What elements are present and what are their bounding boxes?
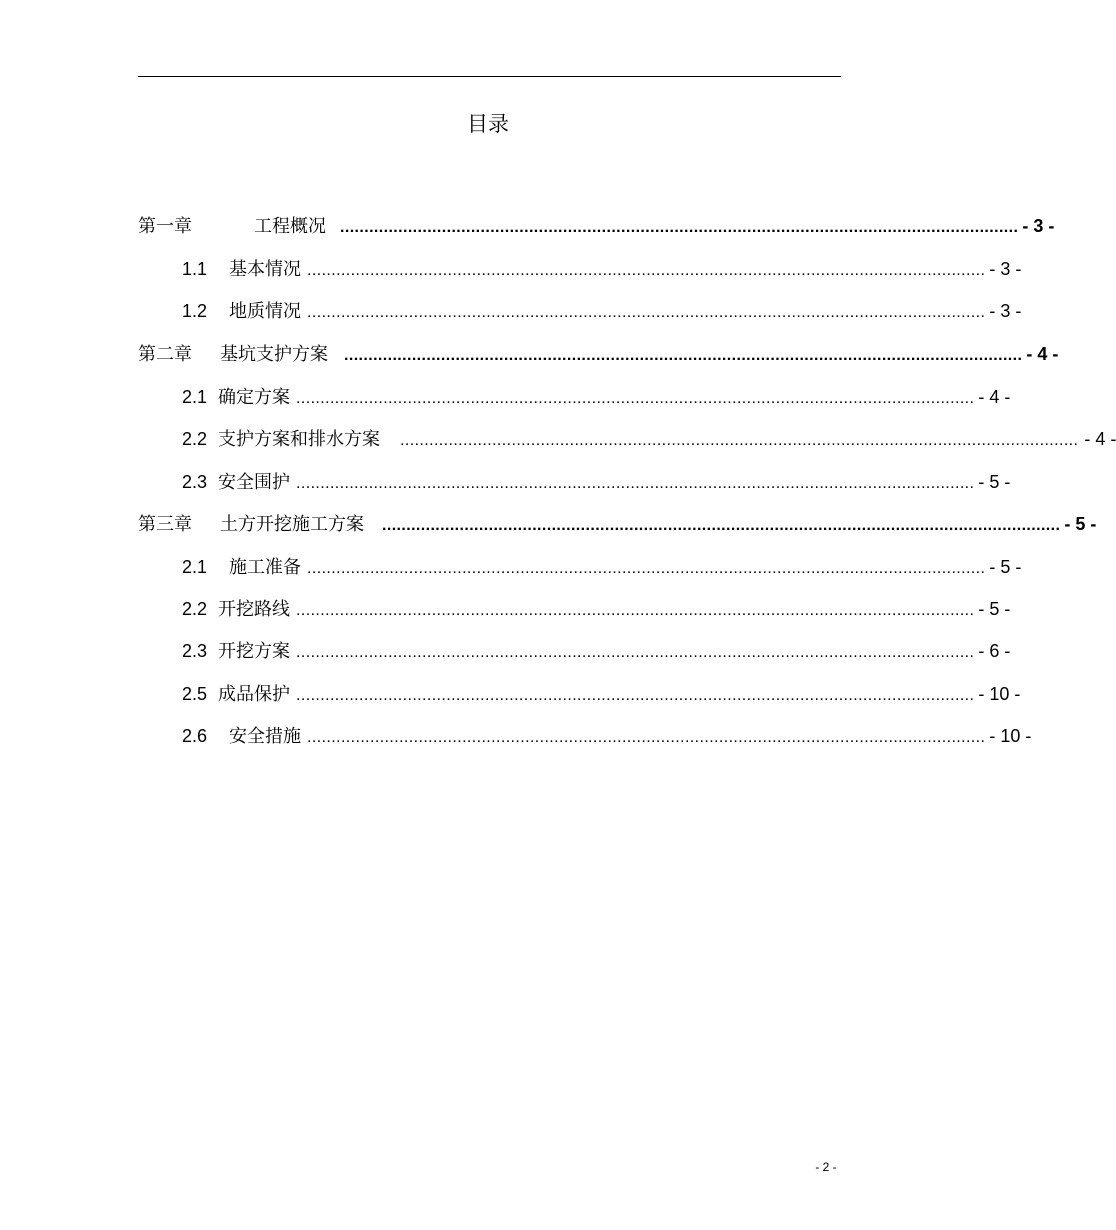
toc-entry-chapter-3[interactable] [138, 510, 1097, 538]
toc-entry-label: 安全措施 [229, 726, 302, 747]
toc-entry-section-2-3[interactable] [182, 468, 1011, 496]
toc-entry-page: - 3 - [989, 259, 1022, 279]
toc-entry-section-3-1[interactable] [182, 553, 1022, 581]
toc-entry-number: 2.3 [182, 472, 208, 492]
toc-entry-page: - 5 - [1064, 514, 1097, 534]
toc-entry-section-3-6[interactable] [182, 722, 1032, 750]
toc-entry-section-3-2[interactable] [182, 595, 1011, 623]
toc-entry-chapter-1[interactable] [138, 212, 1055, 240]
toc-entry-page: - 4 - [1084, 429, 1116, 449]
toc-entry-number: 1.2 [182, 301, 208, 321]
toc-entry-label: 地质情况 [229, 301, 302, 322]
toc-leader-dots: ............................................................................................................................................ [340, 219, 1019, 236]
toc-leader-dots: ............................................................................................................................................ [344, 347, 1023, 364]
toc-entry-number: 1.1 [182, 259, 208, 279]
toc-entry-page: - 4 - [1026, 344, 1059, 364]
toc-entry-label: 土方开挖施工方案 [220, 514, 364, 535]
toc-leader-dots: ............................................................................................................................................ [400, 432, 1079, 449]
toc-leader-dots: ............................................................................................................................................ [307, 304, 986, 321]
toc-entry-label: 开挖方案 [218, 641, 291, 662]
toc-entry-label: 基坑支护方案 [220, 344, 328, 365]
toc-entry-section-3-5[interactable] [182, 680, 1021, 708]
toc-leader-dots: ............................................................................................................................................ [296, 687, 975, 704]
toc-entry-label: 基本情况 [229, 259, 302, 280]
toc-entry-section-1-1[interactable] [182, 255, 1022, 283]
toc-entry-chapter-2[interactable] [138, 340, 1059, 368]
toc-entry-label: 开挖路线 [218, 599, 291, 620]
toc-entry-page: - 4 - [978, 387, 1011, 407]
toc-leader-dots: ............................................................................................................................................ [307, 262, 986, 279]
toc-leader-dots: ............................................................................................................................................ [296, 644, 975, 661]
toc-entry-number: 2.5 [182, 684, 208, 704]
toc-entry-number: 2.2 [182, 599, 208, 619]
toc-title: 目录 [467, 112, 509, 136]
toc-entry-section-1-2[interactable] [182, 297, 1022, 325]
toc-entry-section-3-3[interactable] [182, 637, 1011, 665]
toc-entry-page: - 5 - [978, 599, 1011, 619]
toc-entry-label: 安全围护 [218, 472, 291, 493]
toc-leader-dots: ............................................................................................................................................ [307, 560, 986, 577]
toc-entry-label: 确定方案 [218, 387, 291, 408]
toc-entry-section-2-2[interactable] [182, 425, 1116, 453]
toc-entry-label: 支护方案和排水方案 [218, 429, 381, 450]
toc-leader-dots: ............................................................................................................................................ [296, 475, 975, 492]
toc-entry-page: - 3 - [989, 301, 1022, 321]
toc-entry-number: 2.1 [182, 387, 208, 407]
toc-entry-number: 第一章 [138, 216, 192, 237]
toc-entry-number: 第三章 [138, 514, 192, 535]
toc-entry-page: - 10 - [978, 684, 1021, 704]
toc-entry-page: - 5 - [989, 557, 1022, 577]
toc-entry-section-2-1[interactable] [182, 383, 1011, 411]
toc-leader-dots: ............................................................................................................................................ [296, 602, 975, 619]
toc-entry-page: - 10 - [989, 726, 1032, 746]
footer-page-number: - 2 - [815, 1160, 837, 1174]
toc-entry-page: - 5 - [978, 472, 1011, 492]
toc-entry-number: 2.2 [182, 429, 208, 449]
toc-leader-dots: ............................................................................................................................................ [307, 729, 986, 746]
toc-leader-dots: ............................................................................................................................................ [296, 390, 975, 407]
toc-entry-page: - 6 - [978, 641, 1011, 661]
toc-entry-label: 施工准备 [229, 557, 302, 578]
toc-entry-number: 2.3 [182, 641, 208, 661]
toc-leader-dots: ............................................................................................................................................ [382, 517, 1061, 534]
toc-entry-label: 成品保护 [218, 684, 291, 705]
toc-entry-number: 2.6 [182, 726, 208, 746]
toc-entry-number: 2.1 [182, 557, 208, 577]
toc-entry-label: 工程概况 [254, 216, 326, 237]
toc-entry-page: - 3 - [1022, 216, 1055, 236]
toc-entry-number: 第二章 [138, 344, 192, 365]
